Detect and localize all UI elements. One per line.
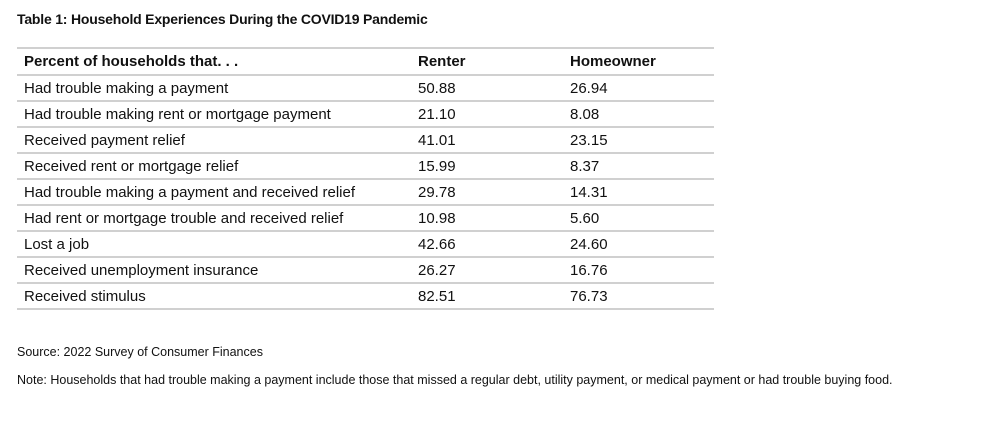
homeowner-value: 23.15 (563, 127, 714, 153)
renter-value: 41.01 (411, 127, 563, 153)
row-label: Had trouble making a payment (17, 75, 411, 101)
header-renter: Renter (411, 48, 563, 75)
row-label: Lost a job (17, 231, 411, 257)
table-title: Table 1: Household Experiences During the COVID19 Pandemic (17, 11, 428, 27)
row-label: Had trouble making rent or mortgage payment (17, 101, 411, 127)
table-row (17, 127, 714, 153)
table-row (17, 231, 714, 257)
row-label: Received unemployment insurance (17, 257, 411, 283)
homeowner-value: 26.94 (563, 75, 714, 101)
row-label: Received rent or mortgage relief (17, 153, 411, 179)
table-row (17, 179, 714, 205)
renter-value: 26.27 (411, 257, 563, 283)
table-row (17, 283, 714, 309)
header-category: Percent of households that. . . (17, 48, 411, 75)
row-label: Had trouble making a payment and received relief (17, 179, 411, 205)
renter-value: 82.51 (411, 283, 563, 309)
renter-value: 15.99 (411, 153, 563, 179)
homeowner-value: 14.31 (563, 179, 714, 205)
table-header-row (17, 48, 714, 75)
table-row (17, 101, 714, 127)
homeowner-value: 76.73 (563, 283, 714, 309)
renter-value: 42.66 (411, 231, 563, 257)
table-row (17, 75, 714, 101)
table-row (17, 205, 714, 231)
row-label: Received payment relief (17, 127, 411, 153)
row-label: Received stimulus (17, 283, 411, 309)
homeowner-value: 8.37 (563, 153, 714, 179)
household-experiences-table (17, 47, 714, 310)
homeowner-value: 24.60 (563, 231, 714, 257)
table-row (17, 257, 714, 283)
header-homeowner: Homeowner (563, 48, 714, 75)
note-text: Note: Households that had trouble making a payment include those that missed a regular debt, utility payment, or medical payment or had trouble buying food. (17, 373, 893, 387)
renter-value: 21.10 (411, 101, 563, 127)
source-text: Source: 2022 Survey of Consumer Finances (17, 345, 263, 359)
renter-value: 50.88 (411, 75, 563, 101)
homeowner-value: 5.60 (563, 205, 714, 231)
renter-value: 10.98 (411, 205, 563, 231)
table-row (17, 153, 714, 179)
row-label: Had rent or mortgage trouble and received relief (17, 205, 411, 231)
homeowner-value: 8.08 (563, 101, 714, 127)
renter-value: 29.78 (411, 179, 563, 205)
homeowner-value: 16.76 (563, 257, 714, 283)
